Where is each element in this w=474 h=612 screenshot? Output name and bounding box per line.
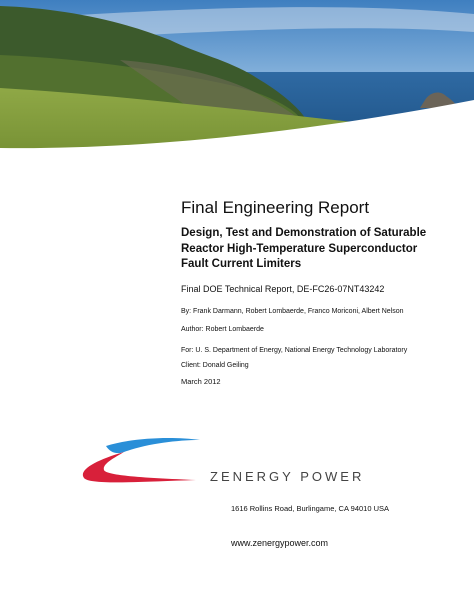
company-logo-text: ZENERGY POWER — [210, 469, 365, 484]
client-line: Client: Donald Geiling — [181, 362, 249, 369]
title-line: Fault Current Limiters — [181, 258, 302, 270]
coastal-landscape-photo — [0, 0, 474, 175]
zenergy-swoosh-logo-icon — [76, 436, 202, 486]
report-date: March 2012 — [181, 377, 221, 386]
title-line: Reactor High-Temperature Superconductor — [181, 242, 418, 255]
report-title — [181, 226, 441, 273]
sponsor-line: For: U. S. Department of Energy, National Energy Technology Laboratory — [181, 347, 408, 354]
report-number: Final DOE Technical Report, DE-FC26-07NT43242 — [181, 284, 385, 294]
company-website-link[interactable]: www.zenergypower.com — [231, 538, 329, 548]
authors-line: By: Frank Darmann, Robert Lombaerde, Franco Moriconi, Albert Nelson — [181, 308, 404, 315]
corresponding-author: Author: Robert Lombaerde — [181, 326, 264, 333]
report-type-heading: Final Engineering Report — [181, 198, 370, 217]
company-address: 1616 Rollins Road, Burlingame, CA 94010 USA — [231, 504, 390, 513]
title-line: Design, Test and Demonstration of Saturable — [181, 227, 427, 239]
